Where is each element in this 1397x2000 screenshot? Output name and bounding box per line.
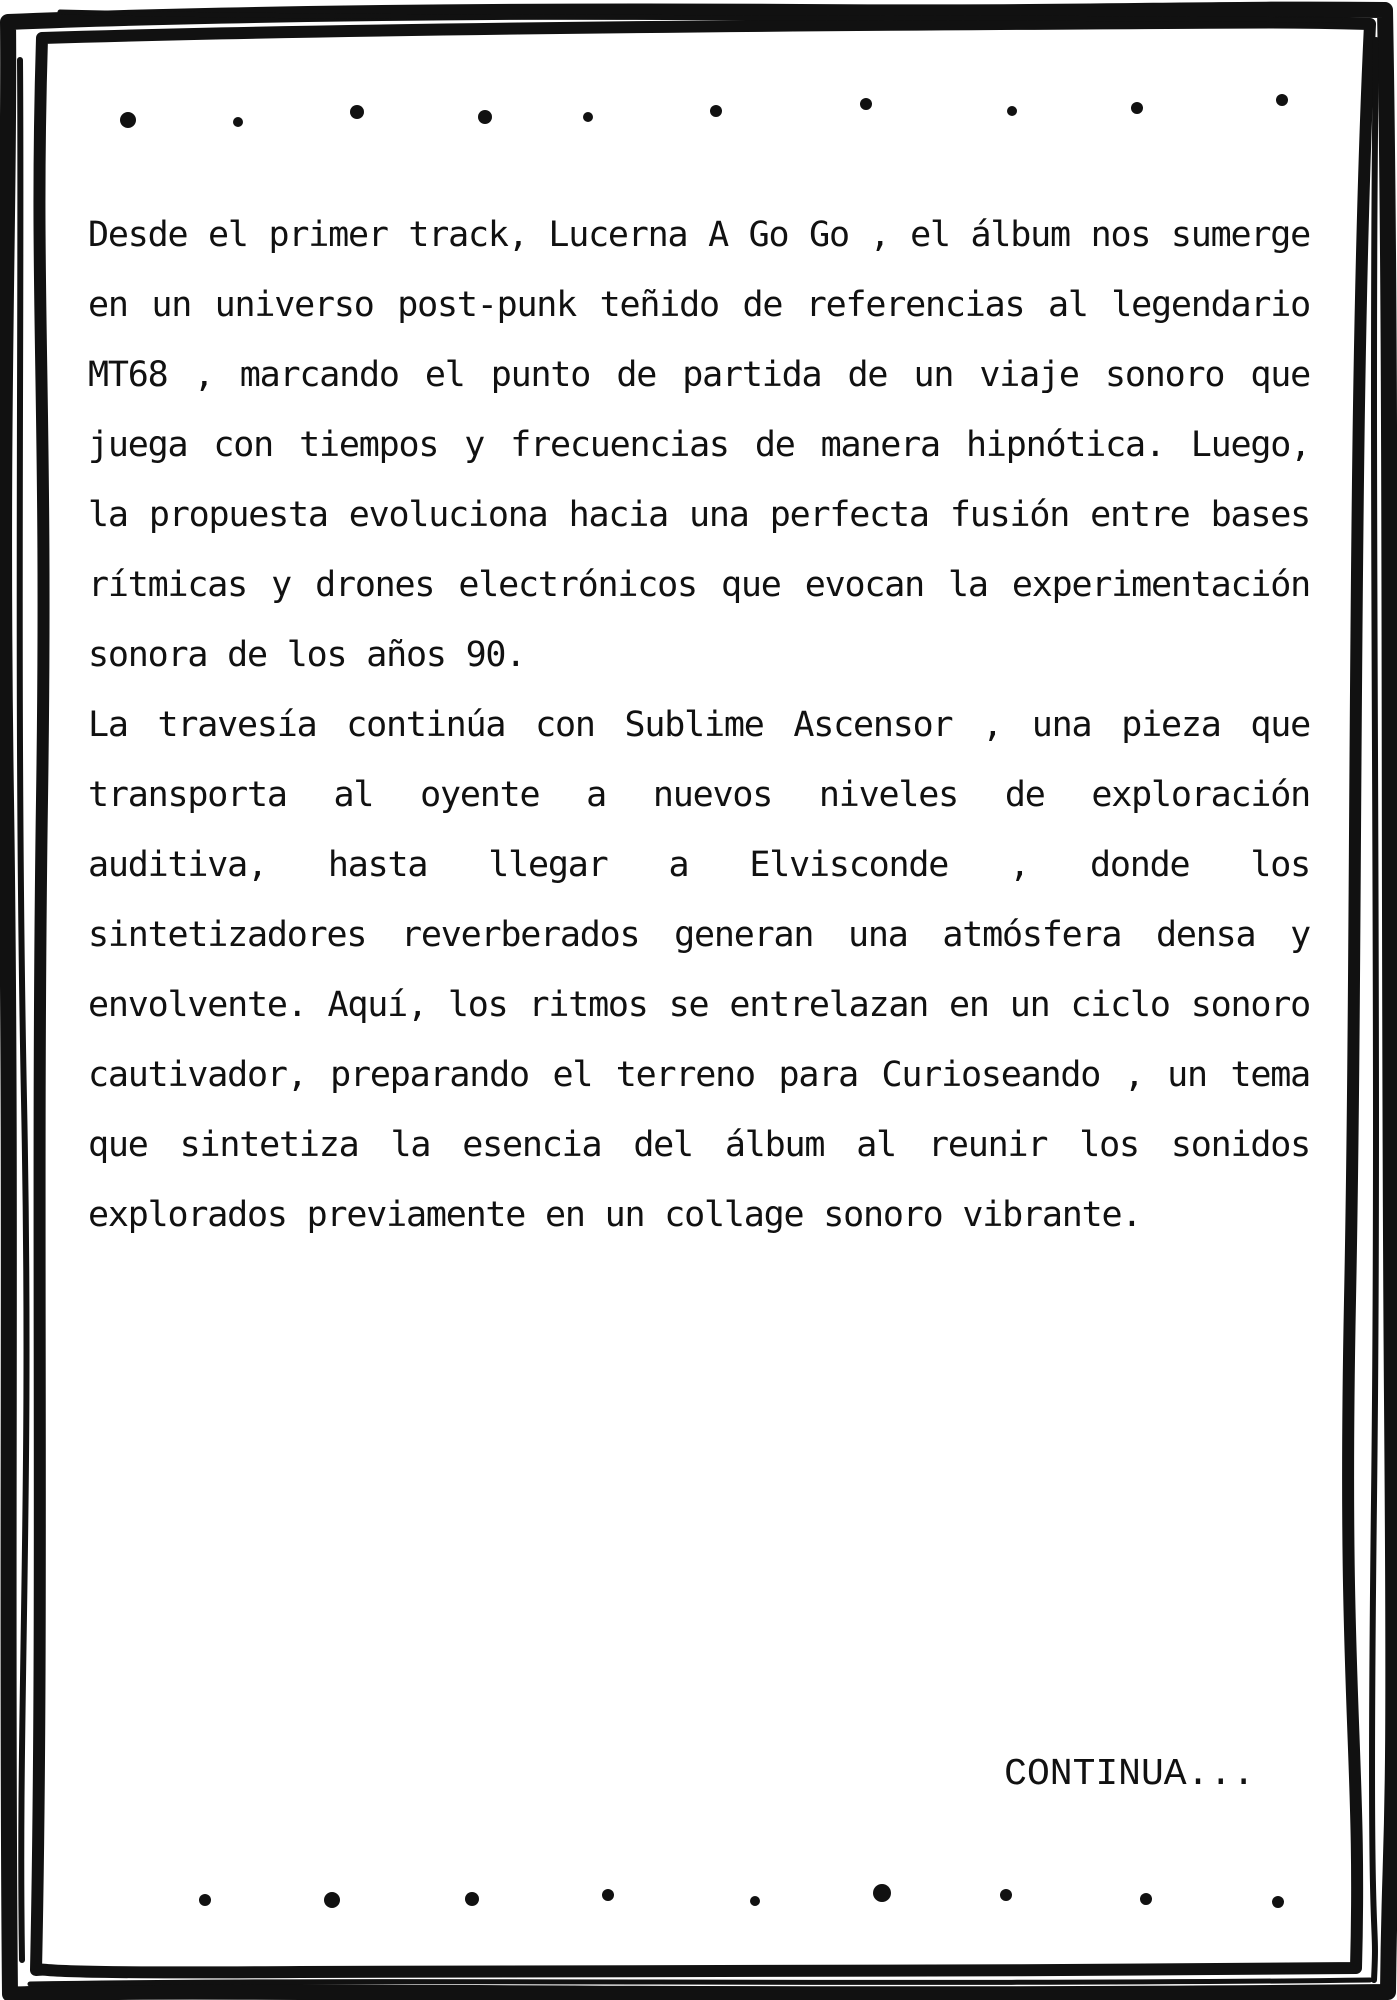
decorative-dot (324, 1892, 340, 1908)
decorative-dot (750, 1896, 760, 1906)
frame-sketch-stroke (20, 60, 27, 1960)
decorative-dot (1276, 94, 1288, 106)
decorative-dot (465, 1892, 479, 1906)
decorative-dot (199, 1894, 211, 1906)
decorative-dot (710, 105, 722, 117)
decorative-dot (602, 1889, 614, 1901)
frame-sketch-stroke (1372, 40, 1376, 1980)
paragraph: Desde el primer track, Lucerna A Go Go , el álbum nos sumerge en un universo post-punk teñido de referencias al legendario MT68 , marcando el punto de partida de un viaje sonoro que juega con tiempos y frecuencias de manera hipnótica. Luego, la propuesta evoluciona hacia una perfecta fusión entre bases rítmicas y drones electrónicos que evocan la experimentación sonora de los años 90. (88, 215, 1310, 675)
article-body (88, 200, 1310, 1250)
frame-sketch-stroke (30, 1980, 1370, 1984)
continue-label: CONTINUA... (1004, 1753, 1255, 1796)
decorative-dot (478, 110, 492, 124)
decorative-dot (1131, 102, 1143, 114)
decorative-dot (860, 98, 872, 110)
decorative-dot (1000, 1889, 1012, 1901)
decorative-dot (1140, 1893, 1152, 1905)
decorative-dot (233, 117, 243, 127)
decorative-dot (873, 1884, 891, 1902)
decorative-dot (1007, 106, 1017, 116)
decorative-dot (350, 105, 364, 119)
decorative-dot (1272, 1896, 1284, 1908)
decorative-dot (120, 112, 136, 128)
paragraph: La travesía continúa con Sublime Ascensor , una pieza que transporta al oyente a nuevos niveles de exploración auditiva, hasta llegar a Elvisconde , donde los sintetizadores reverberados generan una atmósfera densa y envolvente. Aquí, los ritmos se entrelazan en un ciclo sonoro cautivador, preparando el terreno para Curioseando , un tema que sintetiza la esencia del álbum al reunir los sonidos explorados previamente en un collage sonoro vibrante. (88, 705, 1310, 1235)
decorative-dot (583, 112, 593, 122)
